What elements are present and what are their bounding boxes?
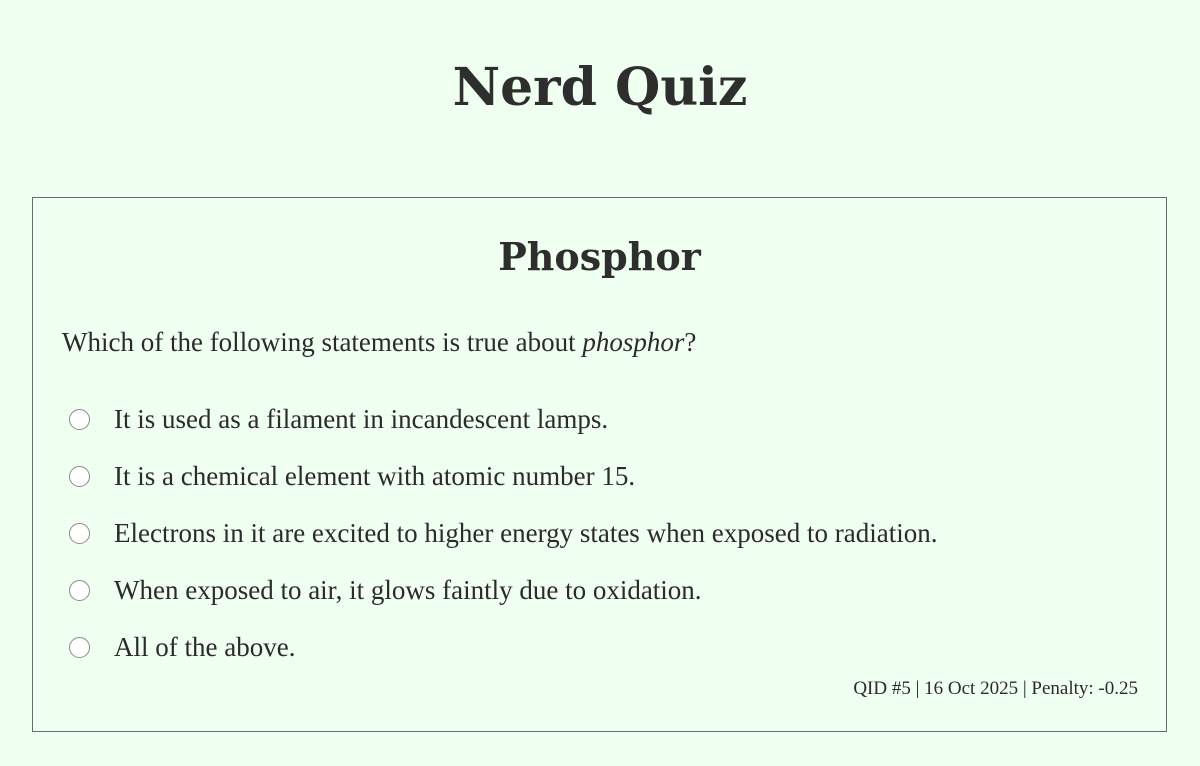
answer-option-2[interactable] [69,448,938,505]
answer-option-label: Electrons in it are excited to higher energy states when exposed to radiation. [114,518,938,548]
question-text-after: ? [684,327,697,357]
answer-option-3[interactable] [69,505,938,562]
answer-option-label: It is used as a filament in incandescent lamps. [114,404,609,434]
question-term: phosphor [582,327,685,357]
radio-button[interactable] [69,466,90,487]
question-text [62,326,696,358]
radio-button[interactable] [69,580,90,601]
question-card [32,197,1167,732]
radio-button[interactable] [69,637,90,658]
answer-option-label: When exposed to air, it glows faintly due to oxidation. [114,575,702,605]
question-meta: QID #5 | 16 Oct 2025 | Penalty: -0.25 [853,678,1138,699]
radio-button[interactable] [69,523,90,544]
question-text-before: Which of the following statements is true about [62,327,583,357]
answer-option-label: All of the above. [114,632,296,662]
answer-option-5[interactable] [69,619,938,676]
answer-option-4[interactable] [69,562,938,619]
answer-options [69,391,938,676]
answer-option-1[interactable] [69,391,938,448]
answer-option-label: It is a chemical element with atomic number 15. [114,461,636,491]
question-title: Phosphor [498,234,701,279]
site-title: Nerd Quiz [452,57,748,118]
radio-button[interactable] [69,409,90,430]
